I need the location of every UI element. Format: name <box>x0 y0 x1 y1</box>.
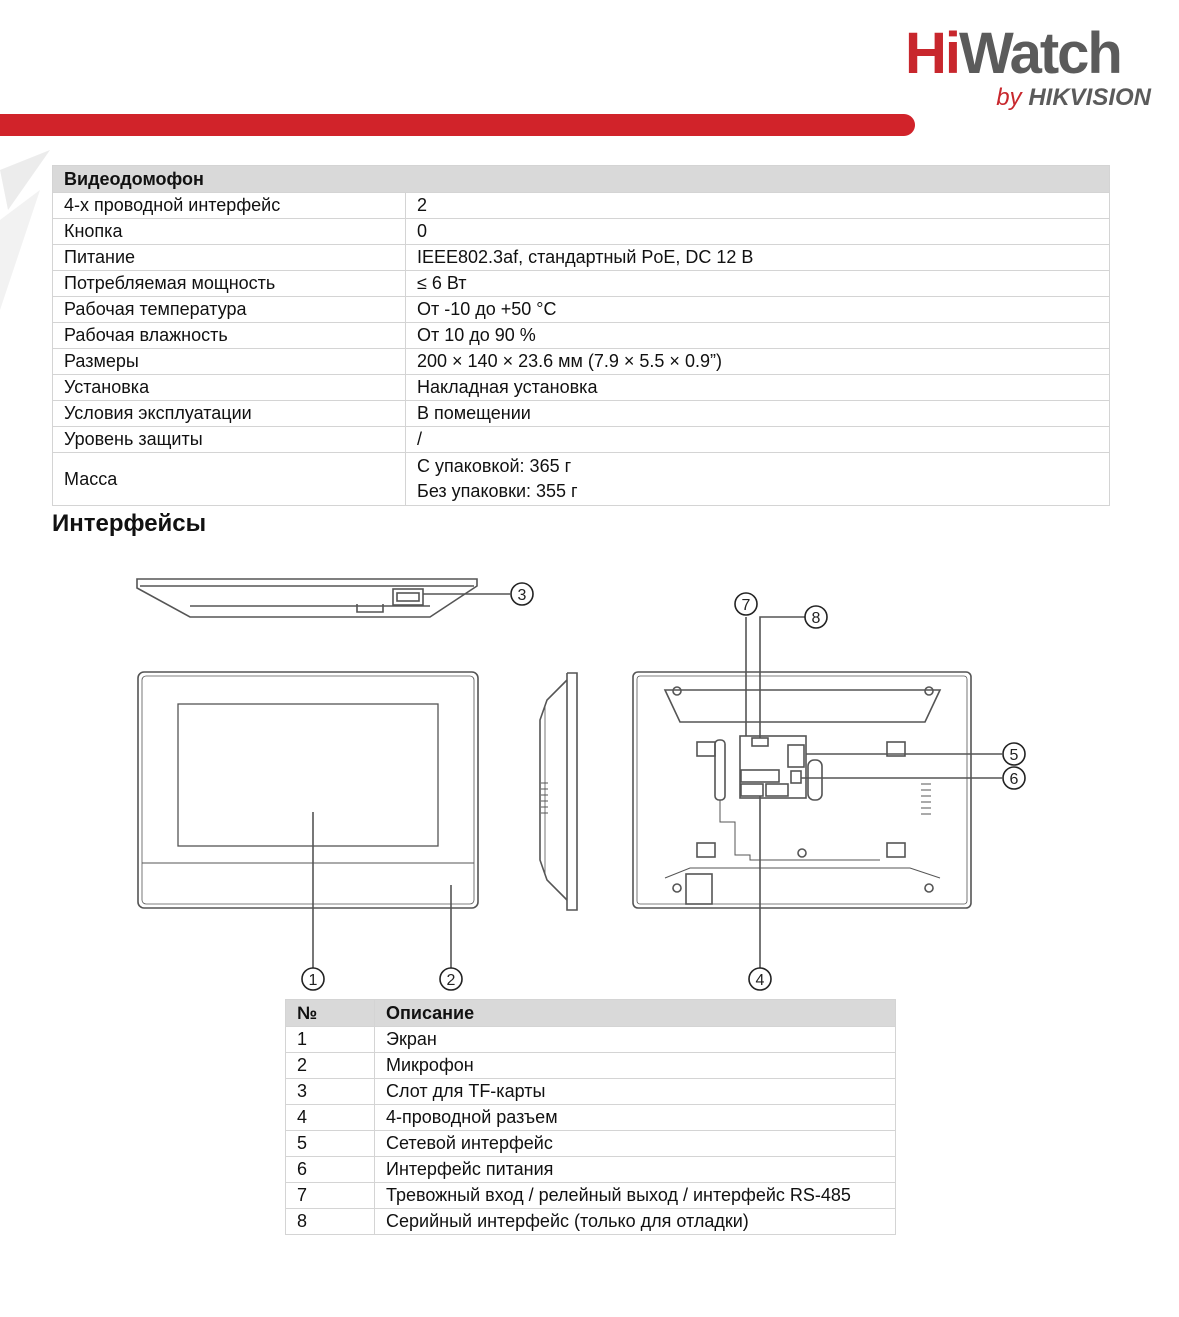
spec-value-mass <box>406 453 1110 506</box>
spec-label: Питание <box>53 245 406 271</box>
spec-label: Масса <box>53 453 406 506</box>
spec-label: Рабочая температура <box>53 297 406 323</box>
table-row <box>53 193 1110 219</box>
iface-description: Микрофон <box>375 1053 896 1079</box>
table-row <box>53 297 1110 323</box>
table-row <box>286 1209 896 1235</box>
spec-value: 0 <box>406 219 1110 245</box>
table-row <box>53 349 1110 375</box>
header-red-bar <box>0 114 915 136</box>
iface-description: Сетевой интерфейс <box>375 1131 896 1157</box>
spec-label: Кнопка <box>53 219 406 245</box>
iface-number: 1 <box>286 1027 375 1053</box>
callout-3 <box>511 583 533 605</box>
spec-label: Размеры <box>53 349 406 375</box>
spec-table-header <box>53 166 1110 193</box>
spec-value: 200 × 140 × 23.6 мм (7.9 × 5.5 × 0.9”) <box>406 349 1110 375</box>
svg-text:2: 2 <box>446 972 456 989</box>
interfaces-table <box>285 999 896 1235</box>
iface-number: 4 <box>286 1105 375 1131</box>
iface-description: Серийный интерфейс (только для отладки) <box>375 1209 896 1235</box>
iface-description: Интерфейс питания <box>375 1157 896 1183</box>
iface-number: 6 <box>286 1157 375 1183</box>
table-row-mass <box>53 453 1110 506</box>
table-row <box>53 427 1110 453</box>
table-row <box>53 271 1110 297</box>
svg-text:3: 3 <box>517 587 527 604</box>
table-row <box>286 1105 896 1131</box>
spec-value: Накладная установка <box>406 375 1110 401</box>
iface-number: 7 <box>286 1183 375 1209</box>
iface-number: 2 <box>286 1053 375 1079</box>
device-top-view <box>137 579 510 617</box>
background-decoration <box>0 150 60 320</box>
svg-text:5: 5 <box>1009 747 1019 764</box>
spec-header-cell: Видеодомофон <box>53 166 1110 193</box>
col-description-header: Описание <box>375 1000 896 1027</box>
device-front-view <box>138 672 478 968</box>
device-side-view <box>540 673 577 910</box>
hiwatch-logo: HiWatch by HIKVISION <box>905 21 1151 111</box>
spec-label: Рабочая влажность <box>53 323 406 349</box>
svg-text:7: 7 <box>741 597 751 614</box>
iface-number: 3 <box>286 1079 375 1105</box>
col-number-header: № <box>286 1000 375 1027</box>
callout-5 <box>1003 743 1025 765</box>
table-row <box>53 245 1110 271</box>
mass-without-package: Без упаковки: 355 г <box>417 481 578 501</box>
table-row <box>53 323 1110 349</box>
iface-description: Тревожный вход / релейный выход / интерфейс RS-485 <box>375 1183 896 1209</box>
mass-with-package: С упаковкой: 365 г <box>417 456 572 476</box>
interfaces-diagram <box>0 560 1179 1000</box>
iface-number: 5 <box>286 1131 375 1157</box>
iface-description: Экран <box>375 1027 896 1053</box>
table-row <box>53 401 1110 427</box>
spec-table <box>52 165 1110 506</box>
spec-value: От -10 до +50 °C <box>406 297 1110 323</box>
callout-4 <box>749 968 771 990</box>
spec-label: Условия эксплуатации <box>53 401 406 427</box>
spec-value: IEEE802.3af, стандартный PoE, DC 12 В <box>406 245 1110 271</box>
table-row <box>286 1053 896 1079</box>
callout-7 <box>735 593 757 615</box>
table-row <box>286 1027 896 1053</box>
svg-text:8: 8 <box>811 610 821 627</box>
spec-value: ≤ 6 Вт <box>406 271 1110 297</box>
interfaces-table-header <box>286 1000 896 1027</box>
spec-value: От 10 до 90 % <box>406 323 1110 349</box>
device-rear-view <box>633 617 1002 968</box>
spec-value: 2 <box>406 193 1110 219</box>
iface-description: 4-проводной разъем <box>375 1105 896 1131</box>
callout-8 <box>805 606 827 628</box>
interfaces-heading: Интерфейсы <box>52 510 207 537</box>
table-row <box>286 1131 896 1157</box>
spec-value: В помещении <box>406 401 1110 427</box>
svg-text:1: 1 <box>308 972 318 989</box>
spec-label: Потребляемая мощность <box>53 271 406 297</box>
svg-text:4: 4 <box>755 972 765 989</box>
iface-description: Слот для TF-карты <box>375 1079 896 1105</box>
spec-label: 4-х проводной интерфейс <box>53 193 406 219</box>
iface-number: 8 <box>286 1209 375 1235</box>
svg-text:6: 6 <box>1009 771 1019 788</box>
table-row <box>53 375 1110 401</box>
table-row <box>286 1079 896 1105</box>
table-row <box>286 1183 896 1209</box>
callout-6 <box>1003 767 1025 789</box>
spec-label: Уровень защиты <box>53 427 406 453</box>
table-row <box>53 219 1110 245</box>
callout-1 <box>302 968 324 990</box>
spec-value: / <box>406 427 1110 453</box>
table-row <box>286 1157 896 1183</box>
spec-label: Установка <box>53 375 406 401</box>
callout-2 <box>440 968 462 990</box>
